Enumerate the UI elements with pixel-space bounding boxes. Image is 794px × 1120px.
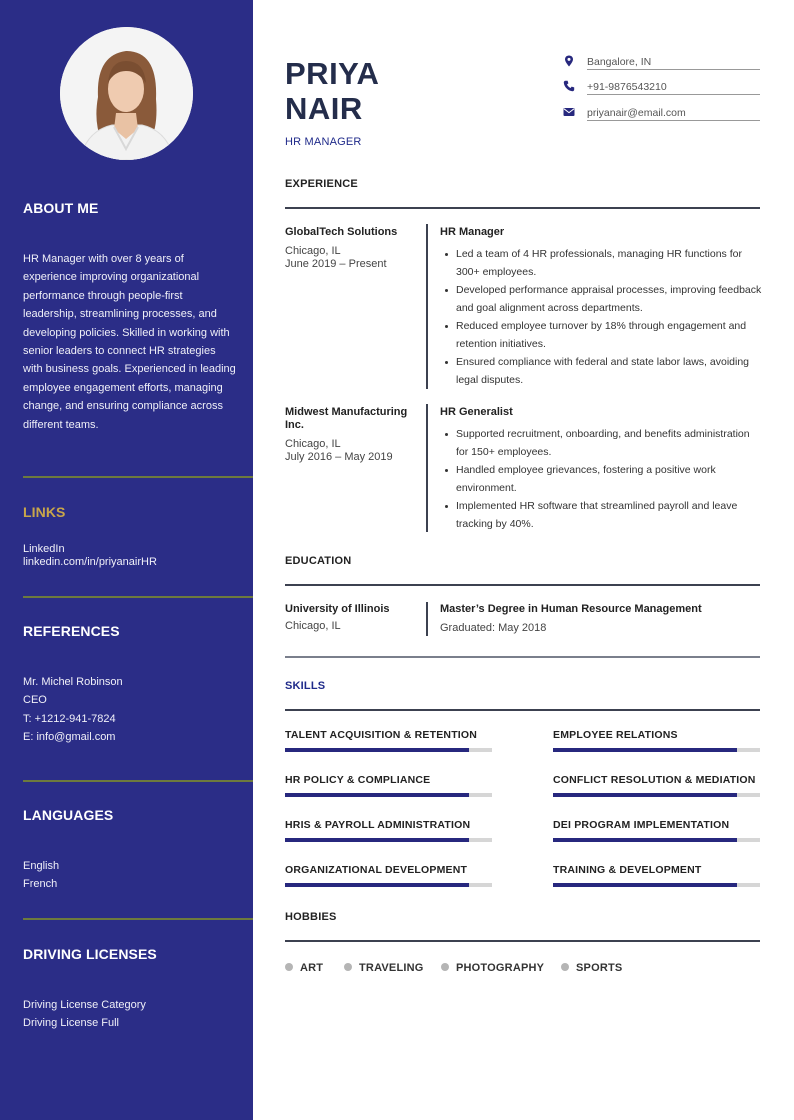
skill-bar-fill (553, 748, 737, 752)
link-label: LinkedIn (23, 543, 65, 555)
phone-icon (563, 80, 575, 92)
references-heading: REFERENCES (23, 623, 120, 639)
reference-name: Mr. Michel Robinson (23, 676, 123, 688)
skill-bar-fill (285, 748, 469, 752)
about-heading: ABOUT ME (23, 200, 99, 216)
job-location: Chicago, IL (285, 438, 341, 450)
education-heading: EDUCATION (285, 555, 352, 567)
skill-bar-fill (285, 838, 469, 842)
skill-name: EMPLOYEE RELATIONS (553, 729, 678, 741)
education-degree: Master’s Degree in Human Resource Management (440, 603, 702, 615)
hobby-label: TRAVELING (359, 962, 424, 974)
languages-heading: LANGUAGES (23, 807, 114, 823)
skill-name: DEI PROGRAM IMPLEMENTATION (553, 819, 730, 831)
job-title: HR MANAGER (285, 136, 362, 148)
about-text: HR Manager with over 8 years of experience improving organizational performance through people-first leadership, streamlining processes, and developing policies. Skilled in working with senior leaders to connect HR strategies with business goals. Experienced in leading employee engagement efforts, managing change, and ensuring compliance across different teams. (23, 253, 236, 431)
languages-list (23, 857, 59, 894)
list-item: Implemented HR software that streamlined payroll and leave tracking by 40%. (440, 497, 762, 533)
first-name: PRIYA (285, 56, 380, 91)
skill-bar-fill (553, 838, 737, 842)
divider (23, 596, 253, 598)
education-graduated: Graduated: May 2018 (440, 622, 547, 634)
language-item: English (23, 860, 60, 872)
list-item: Developed performance appraisal processes, improving feedback and goal alignment across departments. (440, 281, 762, 317)
divider (23, 918, 253, 920)
skill-name: HRIS & PAYROLL ADMINISTRATION (285, 819, 471, 831)
job-location: Chicago, IL (285, 245, 341, 257)
skill-item (285, 774, 492, 786)
reference-block (23, 673, 123, 746)
job-dates: June 2019 – Present (285, 258, 387, 270)
skills-heading: SKILLS (285, 680, 326, 692)
skill-name: HR POLICY & COMPLIANCE (285, 774, 431, 786)
skill-item (553, 819, 760, 831)
skill-item (285, 729, 492, 741)
education-location: Chicago, IL (285, 620, 341, 632)
skill-item (553, 864, 760, 876)
list-item: Led a team of 4 HR professionals, managing HR functions for 300+ employees. (440, 245, 762, 281)
hobby-label: ART (300, 962, 324, 974)
timeline-line (426, 224, 428, 389)
skill-name: ORGANIZATIONAL DEVELOPMENT (285, 864, 468, 876)
education-school: University of Illinois (285, 603, 390, 615)
section-rule (285, 584, 760, 586)
job-company: Midwest Manufacturing Inc. (285, 406, 408, 431)
skill-bar-fill (285, 883, 469, 887)
job-company: GlobalTech Solutions (285, 226, 398, 238)
timeline-line (426, 404, 428, 532)
skill-bar-track (285, 748, 492, 752)
section-rule (285, 207, 760, 209)
hobby-label: PHOTOGRAPHY (456, 962, 545, 974)
divider (23, 476, 253, 478)
links-heading: LINKS (23, 504, 66, 520)
skill-item (553, 729, 760, 741)
skill-bar-track (285, 793, 492, 797)
job-bullets (440, 245, 762, 389)
skill-bar-fill (553, 883, 737, 887)
licenses-list (23, 996, 146, 1033)
section-rule (285, 709, 760, 711)
licenses-heading: DRIVING LICENSES (23, 946, 157, 962)
list-item: Reduced employee turnover by 18% through engagement and retention initiatives. (440, 317, 762, 353)
skill-name: TALENT ACQUISITION & RETENTION (285, 729, 478, 741)
hobby-item (561, 962, 622, 974)
skill-bar-track (553, 748, 760, 752)
skill-bar-track (285, 838, 492, 842)
list-item: Supported recruitment, onboarding, and benefits administration for 150+ employees. (440, 425, 762, 461)
job-role: HR Generalist (440, 406, 513, 418)
linkedin-link[interactable]: linkedin.com/in/priyanairHR (23, 556, 157, 568)
bullet-dot-icon (344, 963, 352, 971)
timeline-line (426, 602, 428, 636)
job-meta (285, 438, 393, 464)
email-text[interactable]: priyanair@email.com (587, 107, 686, 119)
sidebar (0, 0, 253, 1120)
skill-name: CONFLICT RESOLUTION & MEDIATION (553, 774, 756, 786)
bullet-dot-icon (441, 963, 449, 971)
skill-item (553, 774, 760, 786)
job-bullets (440, 425, 762, 533)
profile-photo (60, 27, 193, 160)
bullet-dot-icon (285, 963, 293, 971)
experience-heading: EXPERIENCE (285, 178, 358, 190)
skill-bar-track (285, 883, 492, 887)
reference-role: CEO (23, 694, 47, 707)
list-item: Ensured compliance with federal and state labor laws, avoiding legal disputes. (440, 353, 762, 389)
license-item: Driving License Full (23, 1017, 119, 1030)
job-role: HR Manager (440, 226, 505, 238)
phone-text: +91-9876543210 (587, 81, 667, 93)
portrait-image (60, 27, 193, 160)
reference-phone: T: +1212-941-7824 (23, 712, 116, 725)
skill-name: TRAINING & DEVELOPMENT (553, 864, 702, 876)
divider (23, 780, 253, 782)
skill-bar-track (553, 883, 760, 887)
reference-email: E: info@gmail.com (23, 730, 116, 743)
hobbies-heading: HOBBIES (285, 911, 337, 923)
job-dates: July 2016 – May 2019 (285, 451, 393, 463)
hobby-item (285, 962, 323, 974)
skill-bar-track (553, 793, 760, 797)
skill-item (285, 819, 492, 831)
skill-bar-fill (285, 793, 469, 797)
location-text: Bangalore, IN (587, 56, 652, 68)
section-rule (285, 940, 760, 942)
list-item: Handled employee grievances, fostering a positive work environment. (440, 461, 762, 497)
skill-item (285, 864, 492, 876)
contact-location (563, 56, 760, 70)
hobby-item (441, 962, 544, 974)
location-pin-icon (563, 55, 575, 67)
bullet-dot-icon (561, 963, 569, 971)
candidate-name (285, 56, 379, 126)
skill-bar-track (553, 838, 760, 842)
last-name: NAIR (285, 91, 363, 126)
mail-icon (563, 106, 575, 118)
contact-email (563, 107, 760, 121)
hobby-item (344, 962, 424, 974)
skill-bar-fill (553, 793, 737, 797)
license-item: Driving License Category (23, 999, 146, 1011)
hobby-label: SPORTS (576, 962, 623, 974)
job-meta (285, 245, 387, 271)
contact-phone (563, 81, 760, 95)
section-rule (285, 656, 760, 658)
language-item: French (23, 878, 58, 891)
